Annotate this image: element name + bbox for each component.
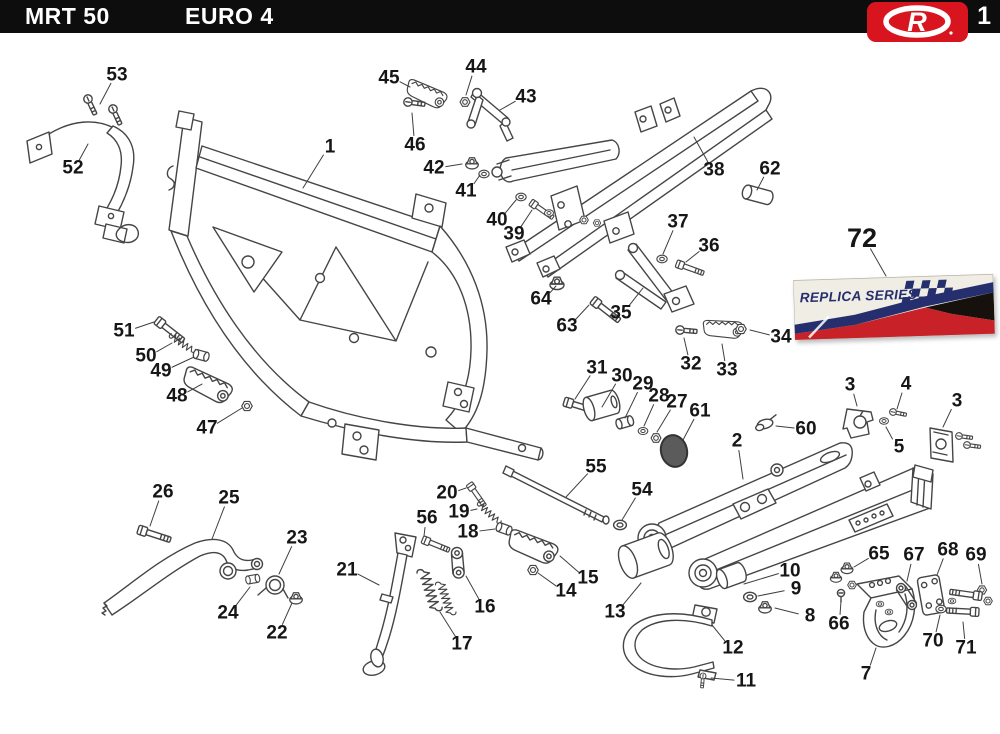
part-number-label: 8 bbox=[804, 605, 816, 627]
part-number-label: 51 bbox=[113, 320, 135, 342]
leader-line bbox=[622, 498, 635, 520]
leader-line bbox=[217, 408, 242, 423]
part-number-label: 22 bbox=[266, 622, 288, 644]
leader-line bbox=[566, 474, 588, 497]
bolt-71c-sketch bbox=[946, 606, 979, 616]
part-number-label: 42 bbox=[423, 157, 445, 179]
bushing-29-sketch bbox=[615, 415, 635, 429]
part-number-label: 34 bbox=[770, 326, 792, 348]
leader-line bbox=[907, 564, 911, 581]
part-number-label: 16 bbox=[474, 596, 496, 618]
part-number-label: 35 bbox=[610, 302, 632, 324]
part-number-label: 2 bbox=[731, 430, 743, 452]
leader-line bbox=[358, 574, 379, 585]
part-number-label: 66 bbox=[828, 613, 850, 635]
bolt-32-sketch bbox=[675, 325, 697, 335]
leader-line bbox=[775, 608, 798, 614]
leader-line bbox=[854, 394, 857, 406]
chain-guard-sketch bbox=[623, 605, 717, 680]
part-number-label: 15 bbox=[577, 567, 599, 589]
nut-8-sketch bbox=[759, 602, 772, 613]
part-number-label: 1 bbox=[324, 136, 336, 158]
part-number-label: 30 bbox=[611, 365, 633, 387]
frame-sketch bbox=[167, 111, 543, 460]
part-number-label: 7 bbox=[860, 663, 872, 685]
mount-plate-3-sketch bbox=[843, 409, 873, 438]
cap-61-sketch bbox=[658, 432, 691, 469]
part-number-label: 46 bbox=[404, 134, 426, 156]
leader-line bbox=[722, 344, 725, 361]
part-number-label: 5 bbox=[893, 436, 905, 458]
part-number-label: 47 bbox=[196, 417, 218, 439]
washer-54-sketch bbox=[614, 520, 627, 529]
leader-line bbox=[663, 231, 673, 254]
leader-line bbox=[500, 101, 515, 110]
bolt-56-sketch bbox=[421, 536, 451, 554]
part-number-label: 64 bbox=[530, 288, 552, 310]
part-number-label: 9 bbox=[790, 578, 802, 600]
leader-line bbox=[466, 76, 472, 95]
part-number-label: 62 bbox=[759, 158, 781, 180]
bushing-24-sketch bbox=[245, 574, 260, 584]
leader-line bbox=[744, 574, 778, 584]
leader-line bbox=[776, 426, 794, 428]
leader-line bbox=[886, 427, 892, 439]
leader-line bbox=[466, 576, 479, 599]
part-number-label: 55 bbox=[585, 456, 607, 478]
part-number-label: 61 bbox=[689, 400, 711, 422]
leader-line bbox=[157, 343, 172, 352]
part-number-label: 18 bbox=[457, 521, 479, 543]
nut-14-sketch bbox=[528, 565, 539, 574]
part-number-label: 68 bbox=[937, 539, 959, 561]
bushing-49-sketch bbox=[192, 349, 210, 362]
washer-41-sketch bbox=[479, 170, 489, 178]
leader-line bbox=[978, 564, 982, 584]
part-number-label: 60 bbox=[795, 418, 817, 440]
part-number-label: 38 bbox=[703, 159, 725, 181]
leader-line bbox=[424, 527, 425, 536]
bolt-66-sketch bbox=[837, 589, 844, 602]
headlight-bracket-sketch bbox=[27, 122, 138, 243]
nut-22-sketch bbox=[290, 593, 303, 604]
leader-line bbox=[282, 603, 292, 624]
page-number: 1 bbox=[977, 2, 991, 30]
part-number-label: 65 bbox=[868, 543, 890, 565]
leader-line bbox=[750, 330, 769, 335]
part-number-label: 19 bbox=[448, 501, 470, 523]
washer-71b-sketch bbox=[948, 598, 956, 604]
leader-line bbox=[471, 509, 477, 510]
model-title: MRT 50 bbox=[25, 3, 110, 29]
part-number-label: 31 bbox=[586, 357, 608, 379]
emission-standard: EURO 4 bbox=[185, 3, 274, 29]
part-number-label: 24 bbox=[217, 602, 239, 624]
leader-line bbox=[538, 573, 556, 586]
part-number-label: 72 bbox=[846, 223, 878, 253]
part-number-label: 36 bbox=[698, 235, 720, 257]
nut-34-sketch bbox=[736, 324, 747, 333]
part-number-label: 10 bbox=[779, 560, 801, 582]
part-number-label: 21 bbox=[336, 559, 358, 581]
spring-19-sketch bbox=[476, 501, 503, 526]
part-number-label: 48 bbox=[166, 385, 188, 407]
leader-line bbox=[870, 648, 876, 665]
sticker-text: REPLICA SERIES bbox=[799, 286, 918, 306]
part-number-label: 3 bbox=[951, 390, 963, 412]
leader-line bbox=[412, 113, 414, 135]
registered-mark-icon bbox=[949, 31, 952, 34]
part-number-label: 63 bbox=[556, 315, 578, 337]
part-number-label: 4 bbox=[900, 373, 912, 395]
nut-27-sketch bbox=[651, 434, 661, 443]
leader-line bbox=[150, 501, 159, 526]
nut-47-sketch bbox=[242, 401, 253, 410]
bolt-4-sketch bbox=[889, 408, 907, 418]
part-number-label: 27 bbox=[666, 391, 688, 413]
part-number-label: 44 bbox=[465, 56, 487, 78]
bolt-36-sketch bbox=[675, 260, 705, 277]
washer-37-sketch bbox=[657, 255, 667, 263]
part-number-label: 26 bbox=[152, 481, 174, 503]
leader-line bbox=[937, 559, 943, 575]
screw-11-sketch bbox=[699, 673, 706, 688]
header-bar bbox=[0, 0, 1000, 33]
leader-line bbox=[657, 410, 670, 432]
spring-23-sketch bbox=[258, 576, 288, 598]
washer-40-sketch bbox=[516, 193, 526, 201]
leader-line bbox=[440, 612, 455, 636]
logo-letter: R bbox=[907, 7, 927, 37]
leader-line bbox=[739, 450, 743, 479]
leader-line bbox=[897, 393, 902, 409]
washer-66c-sketch bbox=[885, 609, 893, 615]
leader-line bbox=[758, 591, 784, 596]
leader-line bbox=[575, 376, 590, 399]
side-stand-sketch bbox=[362, 533, 416, 677]
brand-logo bbox=[867, 2, 968, 42]
part-number-label: 32 bbox=[680, 353, 702, 375]
bolt-3c-sketch bbox=[963, 441, 981, 450]
washer-28-sketch bbox=[638, 427, 648, 434]
washer-9-sketch bbox=[744, 592, 757, 601]
washer-70-sketch bbox=[936, 605, 946, 613]
leader-line bbox=[446, 164, 462, 167]
nut-42-sketch bbox=[466, 158, 479, 169]
nut-69b-sketch bbox=[984, 597, 993, 605]
part-number-label: 43 bbox=[515, 86, 537, 108]
part-number-label: 12 bbox=[722, 637, 744, 659]
footpeg-15-sketch bbox=[506, 529, 560, 565]
leader-line bbox=[963, 622, 965, 638]
part-number-label: 69 bbox=[965, 544, 987, 566]
part-number-label: 33 bbox=[716, 359, 738, 381]
nut-44-sketch bbox=[460, 98, 470, 107]
bolt-26-sketch bbox=[137, 525, 172, 544]
leader-line bbox=[623, 583, 641, 605]
part-number-label: 67 bbox=[903, 544, 925, 566]
part-number-label: 39 bbox=[503, 223, 525, 245]
leader-line bbox=[686, 251, 699, 262]
part-number-label: 23 bbox=[286, 527, 308, 549]
leader-line bbox=[135, 322, 154, 328]
mount-clamp-3b-sketch bbox=[930, 428, 953, 462]
leader-line bbox=[943, 409, 951, 427]
spring-17-sketch bbox=[416, 567, 443, 614]
washer-39b-sketch bbox=[545, 210, 554, 217]
part-number-label: 53 bbox=[106, 64, 128, 86]
washer-5-sketch bbox=[880, 418, 889, 425]
spring-17b-sketch bbox=[435, 580, 457, 618]
leader-line bbox=[683, 419, 694, 440]
part-number-label: 28 bbox=[648, 385, 670, 407]
leader-line bbox=[854, 558, 868, 567]
part-number-label: 56 bbox=[416, 507, 438, 529]
nut-64-sketch bbox=[550, 277, 564, 289]
leader-line bbox=[212, 507, 224, 539]
spacer-62-sketch bbox=[741, 184, 775, 206]
leader-line bbox=[840, 601, 841, 614]
part-number-label: 49 bbox=[150, 360, 172, 382]
leader-line bbox=[459, 488, 466, 491]
part-number-label: 37 bbox=[667, 211, 689, 233]
part-number-label: 50 bbox=[135, 345, 157, 367]
leader-line bbox=[480, 529, 495, 531]
leader-line bbox=[625, 392, 637, 418]
part-number-label: 40 bbox=[486, 209, 508, 231]
leader-line bbox=[644, 405, 654, 426]
part-number-label: 52 bbox=[62, 157, 84, 179]
nut-65b-sketch bbox=[830, 572, 841, 582]
part-number-label: 29 bbox=[632, 373, 654, 395]
clip-60-sketch bbox=[754, 415, 779, 432]
leader-line bbox=[560, 556, 579, 572]
link-16-sketch bbox=[447, 547, 468, 579]
part-number-label: 70 bbox=[922, 630, 944, 652]
part-number-label: 20 bbox=[436, 482, 458, 504]
leader-line bbox=[684, 338, 688, 355]
part-number-label: 54 bbox=[631, 479, 653, 501]
bolt-51-sketch bbox=[154, 316, 186, 344]
part-number-label: 45 bbox=[378, 67, 400, 89]
part-number-label: 71 bbox=[955, 637, 977, 659]
upper-bracket-sketch bbox=[467, 89, 513, 142]
part-number-label: 3 bbox=[844, 374, 856, 396]
part-number-label: 41 bbox=[455, 180, 477, 202]
leader-line bbox=[100, 83, 111, 104]
nut-65-sketch bbox=[841, 563, 853, 574]
leader-line bbox=[576, 305, 589, 319]
bolt-3b-sketch bbox=[955, 432, 973, 441]
part-number-label: 11 bbox=[735, 670, 757, 692]
leader-line bbox=[172, 357, 194, 367]
leader-line bbox=[936, 615, 940, 632]
bushing-30-sketch bbox=[581, 389, 622, 422]
part-number-label: 17 bbox=[451, 633, 473, 655]
leader-line bbox=[279, 547, 292, 574]
part-number-label: 13 bbox=[604, 601, 626, 623]
footpeg-48-sketch bbox=[180, 366, 235, 405]
part-number-label: 25 bbox=[218, 487, 240, 509]
screw-53b-sketch bbox=[107, 103, 124, 126]
part-number-label: 14 bbox=[555, 580, 577, 602]
nut-65c-sketch bbox=[848, 581, 857, 589]
screw-53-sketch bbox=[82, 93, 99, 116]
washer-66b-sketch bbox=[876, 601, 884, 607]
